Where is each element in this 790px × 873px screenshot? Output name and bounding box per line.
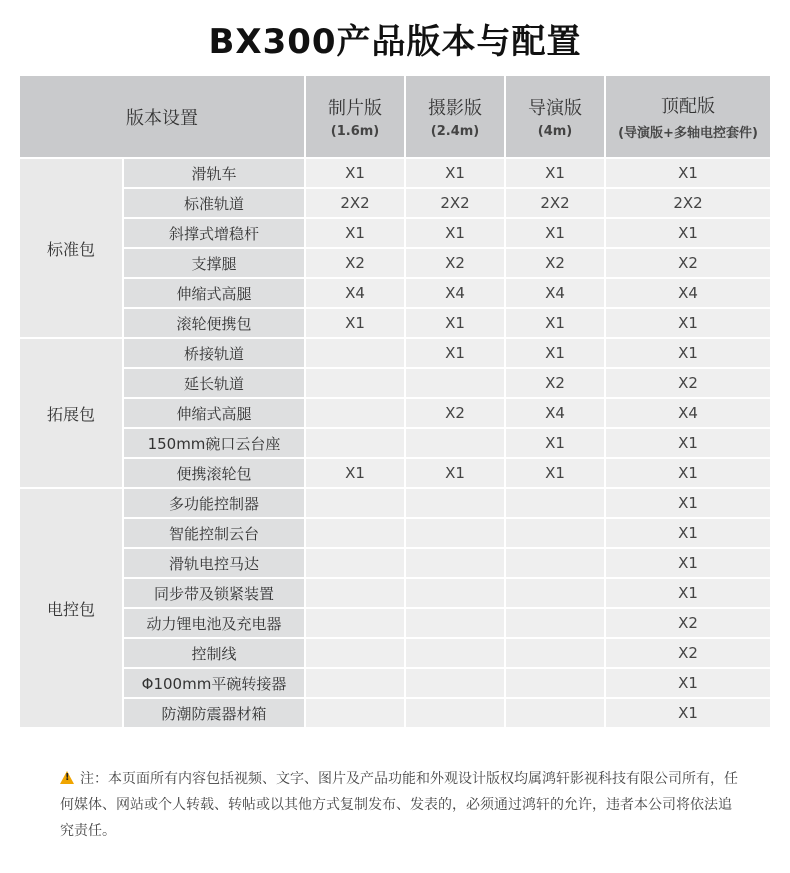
quantity-cell — [406, 669, 504, 697]
quantity-cell — [406, 519, 504, 547]
quantity-cell — [306, 579, 404, 607]
quantity-cell: X4 — [406, 279, 504, 307]
quantity-cell: 2X2 — [506, 189, 604, 217]
quantity-cell — [406, 489, 504, 517]
table-row — [20, 669, 770, 697]
corner-label: 版本设置 — [20, 76, 304, 157]
table-row — [20, 249, 770, 277]
item-name: 150mm碗口云台座 — [124, 429, 304, 457]
item-name: 同步带及锁紧装置 — [124, 579, 304, 607]
item-name: 智能控制云台 — [124, 519, 304, 547]
quantity-cell — [306, 609, 404, 637]
quantity-cell: X2 — [606, 249, 770, 277]
quantity-cell: X4 — [606, 279, 770, 307]
table-row — [20, 699, 770, 727]
version-name: 摄影版 — [428, 98, 482, 119]
quantity-cell: 2X2 — [606, 189, 770, 217]
quantity-cell — [306, 699, 404, 727]
quantity-cell — [506, 699, 604, 727]
quantity-cell: X1 — [306, 309, 404, 337]
quantity-cell: X1 — [506, 429, 604, 457]
quantity-cell: X2 — [306, 249, 404, 277]
quantity-cell: X2 — [606, 369, 770, 397]
quantity-cell: X1 — [406, 459, 504, 487]
table-row — [20, 519, 770, 547]
copyright-notice — [60, 766, 740, 844]
table-row — [20, 609, 770, 637]
quantity-cell — [506, 519, 604, 547]
version-header — [406, 76, 504, 157]
quantity-cell: X2 — [406, 249, 504, 277]
quantity-cell: X1 — [606, 579, 770, 607]
quantity-cell — [406, 579, 504, 607]
quantity-cell — [406, 639, 504, 667]
quantity-cell — [306, 399, 404, 427]
item-name: 便携滚轮包 — [124, 459, 304, 487]
group-label: 拓展包 — [20, 339, 122, 487]
quantity-cell — [506, 669, 604, 697]
item-name: Φ100mm平碗转接器 — [124, 669, 304, 697]
version-sub: (2.4m) — [430, 124, 480, 139]
table-row — [20, 489, 770, 517]
quantity-cell — [406, 699, 504, 727]
quantity-cell — [506, 549, 604, 577]
quantity-cell: 2X2 — [306, 189, 404, 217]
quantity-cell: X1 — [606, 429, 770, 457]
quantity-cell: X1 — [406, 309, 504, 337]
table-row — [20, 279, 770, 307]
item-name: 控制线 — [124, 639, 304, 667]
quantity-cell — [406, 369, 504, 397]
table-row — [20, 219, 770, 247]
quantity-cell — [306, 669, 404, 697]
quantity-cell: X1 — [606, 309, 770, 337]
version-header — [306, 76, 404, 157]
config-table — [18, 74, 772, 729]
quantity-cell: X1 — [406, 159, 504, 187]
table-row — [20, 339, 770, 367]
quantity-cell — [506, 579, 604, 607]
quantity-cell: X1 — [606, 699, 770, 727]
item-name: 伸缩式高腿 — [124, 399, 304, 427]
quantity-cell — [506, 609, 604, 637]
quantity-cell: X1 — [606, 519, 770, 547]
quantity-cell: X2 — [506, 369, 604, 397]
table-row — [20, 189, 770, 217]
quantity-cell — [306, 339, 404, 367]
table-row — [20, 159, 770, 187]
quantity-cell — [306, 519, 404, 547]
version-name: 导演版 — [528, 98, 582, 119]
quantity-cell: X1 — [506, 309, 604, 337]
quantity-cell — [506, 489, 604, 517]
warning-icon — [60, 771, 74, 784]
quantity-cell: X1 — [406, 219, 504, 247]
version-sub: (1.6m) — [330, 124, 380, 139]
quantity-cell — [306, 369, 404, 397]
quantity-cell — [406, 429, 504, 457]
quantity-cell: X4 — [606, 399, 770, 427]
version-name: 顶配版 — [661, 96, 715, 117]
quantity-cell: X1 — [606, 339, 770, 367]
quantity-cell: X1 — [506, 459, 604, 487]
quantity-cell: X1 — [306, 219, 404, 247]
quantity-cell: X1 — [306, 459, 404, 487]
quantity-cell: X1 — [606, 549, 770, 577]
table-row — [20, 639, 770, 667]
table-row — [20, 579, 770, 607]
quantity-cell: X4 — [506, 279, 604, 307]
quantity-cell: X1 — [306, 159, 404, 187]
quantity-cell: X1 — [506, 159, 604, 187]
quantity-cell: X1 — [406, 339, 504, 367]
notice-text: 注：本页面所有内容包括视频、文字、图片及产品功能和外观设计版权均属鸿轩影视科技有限公司所有，任何媒体、网站或个人转载、转帖或以其他方式复制发布、发表的，必须通过鸿轩的允许，违者本公司将依法追究责任。 — [60, 771, 738, 839]
quantity-cell — [306, 549, 404, 577]
header-row — [20, 76, 770, 157]
item-name: 桥接轨道 — [124, 339, 304, 367]
quantity-cell: X2 — [506, 249, 604, 277]
quantity-cell — [406, 549, 504, 577]
quantity-cell: X1 — [606, 159, 770, 187]
item-name: 滑轨电控马达 — [124, 549, 304, 577]
quantity-cell — [506, 639, 604, 667]
table-row — [20, 369, 770, 397]
version-header — [506, 76, 604, 157]
item-name: 防潮防震器材箱 — [124, 699, 304, 727]
quantity-cell: X2 — [606, 639, 770, 667]
quantity-cell: X2 — [606, 609, 770, 637]
version-sub: (导演版+多轴电控套件) — [618, 126, 758, 141]
item-name: 延长轨道 — [124, 369, 304, 397]
quantity-cell: X1 — [506, 339, 604, 367]
item-name: 伸缩式高腿 — [124, 279, 304, 307]
quantity-cell: X1 — [606, 489, 770, 517]
quantity-cell — [306, 429, 404, 457]
item-name: 动力锂电池及充电器 — [124, 609, 304, 637]
item-name: 支撑腿 — [124, 249, 304, 277]
quantity-cell: X2 — [406, 399, 504, 427]
page-title: BX300产品版本与配置 — [208, 22, 582, 62]
quantity-cell — [306, 639, 404, 667]
table-row — [20, 459, 770, 487]
table-row — [20, 399, 770, 427]
version-header — [606, 76, 770, 157]
item-name: 斜撑式增稳杆 — [124, 219, 304, 247]
quantity-cell: 2X2 — [406, 189, 504, 217]
item-name: 多功能控制器 — [124, 489, 304, 517]
version-sub: (4m) — [537, 124, 573, 139]
item-name: 滑轨车 — [124, 159, 304, 187]
quantity-cell: X1 — [606, 669, 770, 697]
quantity-cell: X4 — [306, 279, 404, 307]
version-name: 制片版 — [328, 98, 382, 119]
quantity-cell: X4 — [506, 399, 604, 427]
quantity-cell — [406, 609, 504, 637]
group-label: 标准包 — [20, 159, 122, 337]
table-row — [20, 309, 770, 337]
config-body — [20, 159, 770, 727]
item-name: 标准轨道 — [124, 189, 304, 217]
quantity-cell: X1 — [606, 459, 770, 487]
table-row — [20, 549, 770, 577]
quantity-cell — [306, 489, 404, 517]
table-row — [20, 429, 770, 457]
group-label: 电控包 — [20, 489, 122, 727]
quantity-cell: X1 — [506, 219, 604, 247]
quantity-cell: X1 — [606, 219, 770, 247]
item-name: 滚轮便携包 — [124, 309, 304, 337]
